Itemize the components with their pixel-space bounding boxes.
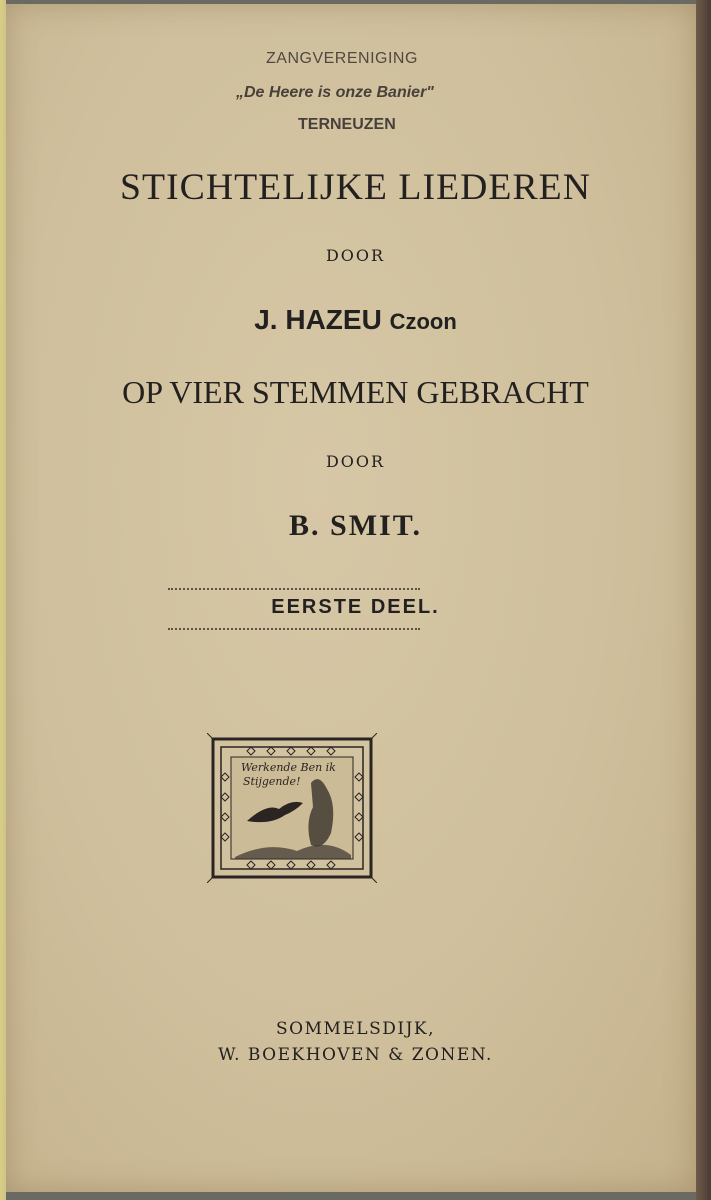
publisher-name: W. BOEKHOVEN & ZONEN. <box>218 1045 493 1065</box>
author-line <box>0 304 711 336</box>
by-label-2: DOOR <box>325 452 386 471</box>
volume-label: EERSTE DEEL. <box>271 596 440 618</box>
stamp-line-1: ZANGVERENIGING <box>266 50 418 67</box>
arranger-name: B. SMIT. <box>289 509 422 542</box>
publisher-block <box>0 1016 711 1068</box>
ownership-stamp <box>228 50 508 145</box>
stamp-line-3: TERNEUZEN <box>298 116 396 133</box>
publisher-emblem <box>207 733 377 883</box>
subtitle: OP VIER STEMMEN GEBRACHT <box>122 374 589 410</box>
book-title: STICHTELIJKE LIEDEREN <box>119 167 592 208</box>
publisher-place: SOMMELSDIJK, <box>275 1019 435 1039</box>
by-label-1: DOOR <box>325 246 386 265</box>
emblem-motto-2: Stijgende! <box>243 775 301 788</box>
author-name: J. HAZEU <box>254 304 382 335</box>
rule-above-volume <box>168 588 420 590</box>
emblem-motto-1: Werkende Ben ik <box>241 761 336 774</box>
rule-below-volume <box>168 628 420 630</box>
stamp-line-2: „De Heere is onze Banier" <box>236 84 434 101</box>
author-suffix: Czoon <box>389 309 457 334</box>
